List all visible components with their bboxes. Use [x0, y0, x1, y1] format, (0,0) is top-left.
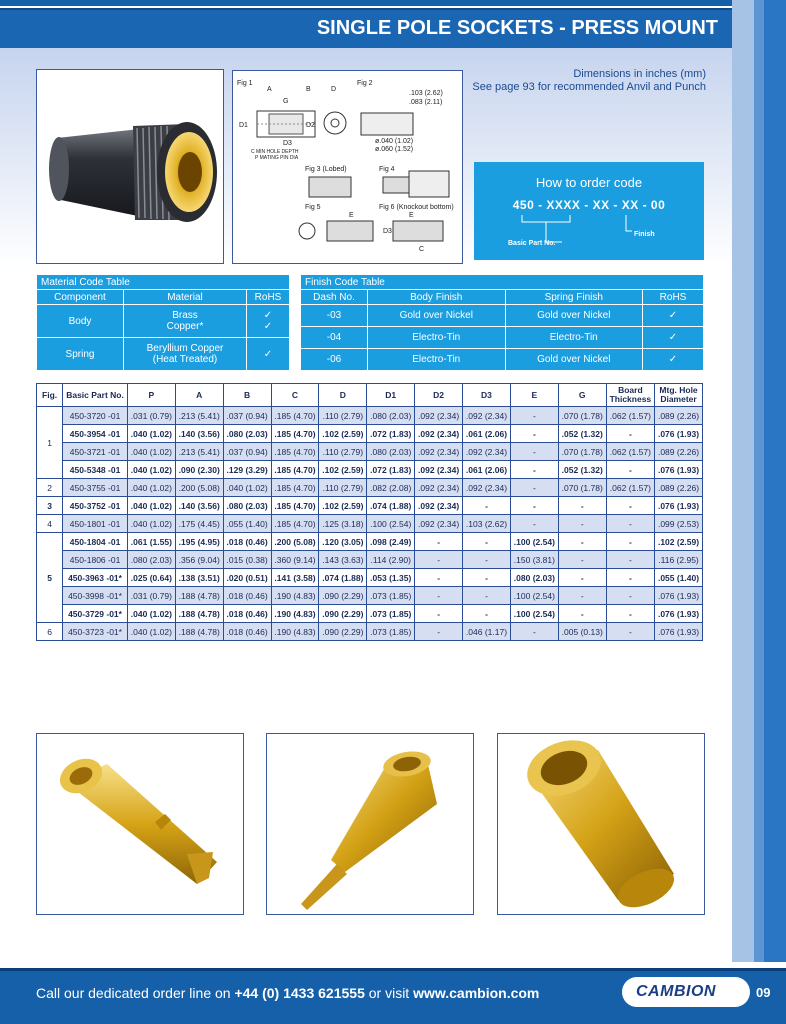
- svg-text:D2: D2: [306, 122, 315, 129]
- table-cell: .073 (1.85): [367, 605, 415, 623]
- fig-cell: 5: [37, 533, 63, 623]
- table-cell: .099 (2.53): [655, 515, 703, 533]
- order-code-box: [474, 162, 704, 260]
- top-bar: [0, 0, 786, 6]
- table-cell: .116 (2.95): [655, 551, 703, 569]
- table-cell: .018 (0.46): [223, 533, 271, 551]
- footer-contact: Call our dedicated order line on +44 (0) 1433 621555 or visit www.cambion.com: [36, 985, 540, 1001]
- table-cell: -: [558, 605, 606, 623]
- website-link[interactable]: www.cambion.com: [413, 985, 540, 1001]
- table-cell: -: [463, 569, 511, 587]
- table-cell: -: [606, 587, 654, 605]
- table-cell: 450-1804 -01: [63, 533, 128, 551]
- order-code: 450 - XXXX - XX - XX - 00: [512, 198, 666, 212]
- socket-photo-2: [266, 733, 474, 915]
- table-cell: .090 (2.29): [319, 623, 367, 641]
- table-cell: 450-3954 -01: [63, 425, 128, 443]
- column-header: B: [223, 384, 271, 407]
- table-cell: -: [606, 623, 654, 641]
- svg-text:.083 (2.11): .083 (2.11): [409, 99, 443, 106]
- svg-text:ø.060 (1.52): ø.060 (1.52): [375, 146, 414, 153]
- table-cell: .143 (3.63): [319, 551, 367, 569]
- table-cell: .015 (0.38): [223, 551, 271, 569]
- table-cell: .190 (4.83): [271, 587, 319, 605]
- table-cell: -: [606, 551, 654, 569]
- table-cell: -: [558, 515, 606, 533]
- table-cell: .092 (2.34): [415, 443, 463, 461]
- table-cell: .055 (1.40): [223, 515, 271, 533]
- table-cell: .190 (4.83): [271, 605, 319, 623]
- table-cell: .061 (2.06): [463, 461, 511, 479]
- svg-text:B: B: [306, 86, 311, 93]
- table-cell: -: [606, 533, 654, 551]
- table-cell: -: [558, 551, 606, 569]
- socket-photo-1: [36, 733, 244, 915]
- fig6-label: Fig 6 (Knockout bottom): [379, 204, 454, 211]
- table-row: [37, 497, 703, 515]
- table-cell: -: [415, 551, 463, 569]
- table-cell: -: [510, 623, 558, 641]
- table-cell: .092 (2.34): [415, 407, 463, 425]
- table-cell: -: [415, 533, 463, 551]
- fig3-label: Fig 3 (Lobed): [305, 166, 347, 173]
- table-cell: .200 (5.08): [175, 479, 223, 497]
- table-cell: .114 (2.90): [367, 551, 415, 569]
- table-cell: -: [415, 587, 463, 605]
- table-cell: -: [463, 605, 511, 623]
- table-cell: .082 (2.08): [367, 479, 415, 497]
- column-header: P: [127, 384, 175, 407]
- table-row: [37, 623, 703, 641]
- table-cell: .090 (2.29): [319, 605, 367, 623]
- svg-text:ø.040 (1.02): ø.040 (1.02): [375, 138, 414, 145]
- table-cell: .120 (3.05): [319, 533, 367, 551]
- column-header: Mtg. Hole Diameter: [655, 384, 703, 407]
- table-cell: .018 (0.46): [223, 605, 271, 623]
- socket-photo-main: [36, 69, 224, 264]
- table-cell: .092 (2.34): [415, 461, 463, 479]
- column-header: D2: [415, 384, 463, 407]
- table-cell: -: [606, 569, 654, 587]
- title-bar: [0, 8, 732, 50]
- table-cell: .138 (3.51): [175, 569, 223, 587]
- table-cell: -: [510, 425, 558, 443]
- socket-photo-3: [497, 733, 705, 915]
- table-cell: .076 (1.93): [655, 605, 703, 623]
- table-cell: .100 (2.54): [510, 605, 558, 623]
- table-row: [37, 533, 703, 551]
- table-cell: .195 (4.95): [175, 533, 223, 551]
- table-cell: .185 (4.70): [271, 497, 319, 515]
- table-cell: .040 (1.02): [127, 623, 175, 641]
- table-cell: .080 (2.03): [510, 569, 558, 587]
- table-cell: -: [606, 605, 654, 623]
- fig-cell: 3: [37, 497, 63, 515]
- table-cell: -: [415, 569, 463, 587]
- order-title: How to order code: [535, 175, 643, 190]
- table-cell: .092 (2.34): [415, 497, 463, 515]
- column-header: D: [319, 384, 367, 407]
- table-cell: 450-3998 -01*: [63, 587, 128, 605]
- table-cell: 450-3729 -01*: [63, 605, 128, 623]
- table-cell: .213 (5.41): [175, 407, 223, 425]
- table-cell: .040 (1.02): [127, 497, 175, 515]
- column-header: E: [510, 384, 558, 407]
- cambion-logo: CAMBION: [622, 977, 750, 1007]
- table-cell: .073 (1.85): [367, 587, 415, 605]
- table-cell: .076 (1.93): [655, 461, 703, 479]
- basic-part-label: Basic Part No.: [508, 240, 556, 247]
- table-cell: .073 (1.85): [367, 623, 415, 641]
- table-cell: .074 (1.88): [319, 569, 367, 587]
- table-cell: .110 (2.79): [319, 479, 367, 497]
- fig-cell: 6: [37, 623, 63, 641]
- column-header: G: [558, 384, 606, 407]
- table-cell: .188 (4.78): [175, 605, 223, 623]
- table-cell: .089 (2.26): [655, 479, 703, 497]
- table-cell: -: [510, 515, 558, 533]
- fig1-label: Fig 1: [237, 80, 253, 87]
- table-cell: .092 (2.34): [415, 425, 463, 443]
- table-cell: -: [463, 587, 511, 605]
- table-row: [37, 605, 703, 623]
- table-row: [37, 479, 703, 497]
- table-cell: -: [510, 497, 558, 515]
- table-cell: .185 (4.70): [271, 515, 319, 533]
- svg-text:D1: D1: [239, 122, 248, 129]
- table-cell: .092 (2.34): [415, 515, 463, 533]
- table-cell: .062 (1.57): [606, 479, 654, 497]
- table-row: [37, 569, 703, 587]
- table-cell: .080 (2.03): [223, 425, 271, 443]
- column-header: C: [271, 384, 319, 407]
- table-cell: .040 (1.02): [127, 605, 175, 623]
- dimension-table: [36, 383, 703, 641]
- table-cell: .185 (4.70): [271, 461, 319, 479]
- table-cell: .040 (1.02): [127, 515, 175, 533]
- material-table-caption: Material Code Table: [37, 275, 290, 290]
- table-cell: .053 (1.35): [367, 569, 415, 587]
- table-cell: -: [510, 461, 558, 479]
- svg-text:E: E: [409, 212, 414, 219]
- fig-cell: 4: [37, 515, 63, 533]
- svg-text:C MIN HOLE DEPTH: C MIN HOLE DEPTH: [251, 149, 299, 155]
- table-cell: .072 (1.83): [367, 425, 415, 443]
- table-cell: .040 (1.02): [127, 479, 175, 497]
- table-cell: .080 (2.03): [367, 443, 415, 461]
- table-cell: -: [606, 461, 654, 479]
- table-cell: -: [606, 497, 654, 515]
- table-cell: .055 (1.40): [655, 569, 703, 587]
- table-cell: .102 (2.59): [655, 533, 703, 551]
- table-cell: 450-3752 -01: [63, 497, 128, 515]
- table-cell: .074 (1.88): [367, 497, 415, 515]
- table-cell: 450-3755 -01: [63, 479, 128, 497]
- table-cell: .040 (1.02): [127, 461, 175, 479]
- table-cell: .070 (1.78): [558, 407, 606, 425]
- table-cell: .061 (1.55): [127, 533, 175, 551]
- table-cell: .188 (4.78): [175, 587, 223, 605]
- table-cell: -: [606, 515, 654, 533]
- table-cell: .102 (2.59): [319, 497, 367, 515]
- svg-text:A: A: [267, 86, 272, 93]
- table-cell: .076 (1.93): [655, 425, 703, 443]
- table-cell: .100 (2.54): [510, 533, 558, 551]
- table-cell: .102 (2.59): [319, 425, 367, 443]
- table-cell: -: [463, 551, 511, 569]
- table-cell: .089 (2.26): [655, 407, 703, 425]
- table-cell: .070 (1.78): [558, 443, 606, 461]
- table-cell: .185 (4.70): [271, 443, 319, 461]
- table-cell: .200 (5.08): [271, 533, 319, 551]
- fig5-label: Fig 5: [305, 204, 321, 211]
- finish-label: Finish: [634, 231, 655, 238]
- table-cell: .080 (2.03): [367, 407, 415, 425]
- table-cell: -: [510, 407, 558, 425]
- table-cell: .185 (4.70): [271, 425, 319, 443]
- table-cell: .092 (2.34): [415, 479, 463, 497]
- svg-text:D3: D3: [283, 140, 292, 147]
- side-stripe: [732, 0, 786, 962]
- svg-text:D3: D3: [383, 228, 392, 235]
- table-cell: .356 (9.04): [175, 551, 223, 569]
- table-cell: .103 (2.62): [463, 515, 511, 533]
- column-header: D3: [463, 384, 511, 407]
- table-cell: .025 (0.64): [127, 569, 175, 587]
- table-row: [37, 551, 703, 569]
- table-cell: .213 (5.41): [175, 443, 223, 461]
- finish-code-table: Finish Code Table Dash No. Body Finish Spring Finish RoHS -03 Gold over Nickel Gold over Nickel ✓ -04 Electro-Tin Electro-Tin ✓ -06 Electro-Tin Gold over Nickel ✓: [300, 274, 704, 371]
- technical-diagram: [232, 70, 463, 264]
- table-cell: 450-3723 -01*: [63, 623, 128, 641]
- table-cell: .040 (1.02): [127, 443, 175, 461]
- table-cell: .141 (3.58): [271, 569, 319, 587]
- table-cell: .190 (4.83): [271, 623, 319, 641]
- table-cell: .140 (3.56): [175, 497, 223, 515]
- table-cell: .188 (4.78): [175, 623, 223, 641]
- svg-text:P MATING PIN DIA: P MATING PIN DIA: [255, 155, 299, 161]
- table-cell: .076 (1.93): [655, 587, 703, 605]
- column-header: Board Thickness: [606, 384, 654, 407]
- table-cell: .092 (2.34): [463, 407, 511, 425]
- table-cell: 450-1801 -01: [63, 515, 128, 533]
- table-cell: -: [415, 623, 463, 641]
- table-cell: 450-3720 -01: [63, 407, 128, 425]
- table-cell: .037 (0.94): [223, 443, 271, 461]
- table-cell: .175 (4.45): [175, 515, 223, 533]
- table-cell: .090 (2.30): [175, 461, 223, 479]
- table-row: [37, 515, 703, 533]
- table-cell: .080 (2.03): [223, 497, 271, 515]
- table-cell: -: [463, 533, 511, 551]
- table-cell: -: [558, 497, 606, 515]
- column-header: Fig.: [37, 384, 63, 407]
- svg-text:D: D: [331, 86, 337, 93]
- table-cell: -: [510, 443, 558, 461]
- table-cell: .076 (1.93): [655, 623, 703, 641]
- fig4-label: Fig 4: [379, 166, 395, 173]
- table-cell: .062 (1.57): [606, 443, 654, 461]
- table-cell: 450-1806 -01: [63, 551, 128, 569]
- table-cell: -: [558, 569, 606, 587]
- table-cell: .018 (0.46): [223, 587, 271, 605]
- svg-text:.103 (2.62): .103 (2.62): [409, 90, 443, 97]
- table-cell: .360 (9.14): [271, 551, 319, 569]
- table-cell: .072 (1.83): [367, 461, 415, 479]
- table-row: [37, 407, 703, 425]
- table-cell: 450-5348 -01: [63, 461, 128, 479]
- table-cell: .102 (2.59): [319, 461, 367, 479]
- table-cell: .098 (2.49): [367, 533, 415, 551]
- page-number: 09: [756, 985, 771, 1000]
- table-cell: 450-3721 -01: [63, 443, 128, 461]
- table-cell: .185 (4.70): [271, 407, 319, 425]
- table-cell: .018 (0.46): [223, 623, 271, 641]
- svg-text:C: C: [419, 246, 425, 253]
- table-cell: .076 (1.93): [655, 497, 703, 515]
- column-header: A: [175, 384, 223, 407]
- table-cell: -: [510, 479, 558, 497]
- page-title: SINGLE POLE SOCKETS - PRESS MOUNT: [316, 17, 718, 39]
- table-cell: .129 (3.29): [223, 461, 271, 479]
- table-row: [37, 425, 703, 443]
- table-cell: .061 (2.06): [463, 425, 511, 443]
- svg-text:E: E: [349, 212, 354, 219]
- table-cell: .125 (3.18): [319, 515, 367, 533]
- table-cell: 450-3963 -01*: [63, 569, 128, 587]
- table-cell: .100 (2.54): [367, 515, 415, 533]
- table-cell: .020 (0.51): [223, 569, 271, 587]
- fig-cell: 1: [37, 407, 63, 479]
- table-cell: .092 (2.34): [463, 479, 511, 497]
- fig-cell: 2: [37, 479, 63, 497]
- table-cell: .080 (2.03): [127, 551, 175, 569]
- table-cell: .140 (3.56): [175, 425, 223, 443]
- material-code-table: Material Code Table Component Material RoHS Body Brass Copper* ✓ ✓ Spring Beryllium Copper (Heat Treated) ✓: [36, 274, 290, 371]
- table-cell: -: [606, 425, 654, 443]
- table-cell: .037 (0.94): [223, 407, 271, 425]
- table-cell: .070 (1.78): [558, 479, 606, 497]
- table-cell: .110 (2.79): [319, 407, 367, 425]
- table-row: [37, 587, 703, 605]
- table-cell: .092 (2.34): [463, 443, 511, 461]
- dimensions-note: Dimensions in inches (mm) See page 93 for recommended Anvil and Punch: [472, 68, 706, 93]
- table-cell: .090 (2.29): [319, 587, 367, 605]
- column-header: D1: [367, 384, 415, 407]
- table-cell: -: [558, 587, 606, 605]
- table-cell: .005 (0.13): [558, 623, 606, 641]
- table-cell: .100 (2.54): [510, 587, 558, 605]
- table-cell: .062 (1.57): [606, 407, 654, 425]
- svg-text:G: G: [283, 98, 289, 105]
- table-row: [37, 443, 703, 461]
- table-cell: .052 (1.32): [558, 461, 606, 479]
- fig2-label: Fig 2: [357, 80, 373, 87]
- table-cell: .046 (1.17): [463, 623, 511, 641]
- table-cell: -: [558, 533, 606, 551]
- column-header: Basic Part No.: [63, 384, 128, 407]
- order-phone: +44 (0) 1433 621555: [234, 985, 365, 1001]
- table-cell: .040 (1.02): [223, 479, 271, 497]
- table-cell: .040 (1.02): [127, 425, 175, 443]
- table-cell: .031 (0.79): [127, 407, 175, 425]
- table-cell: .089 (2.26): [655, 443, 703, 461]
- table-cell: -: [463, 497, 511, 515]
- table-cell: .031 (0.79): [127, 587, 175, 605]
- table-cell: -: [415, 605, 463, 623]
- table-cell: .052 (1.32): [558, 425, 606, 443]
- finish-table-caption: Finish Code Table: [301, 275, 704, 290]
- table-cell: .150 (3.81): [510, 551, 558, 569]
- table-cell: .110 (2.79): [319, 443, 367, 461]
- table-cell: .185 (4.70): [271, 479, 319, 497]
- table-row: [37, 461, 703, 479]
